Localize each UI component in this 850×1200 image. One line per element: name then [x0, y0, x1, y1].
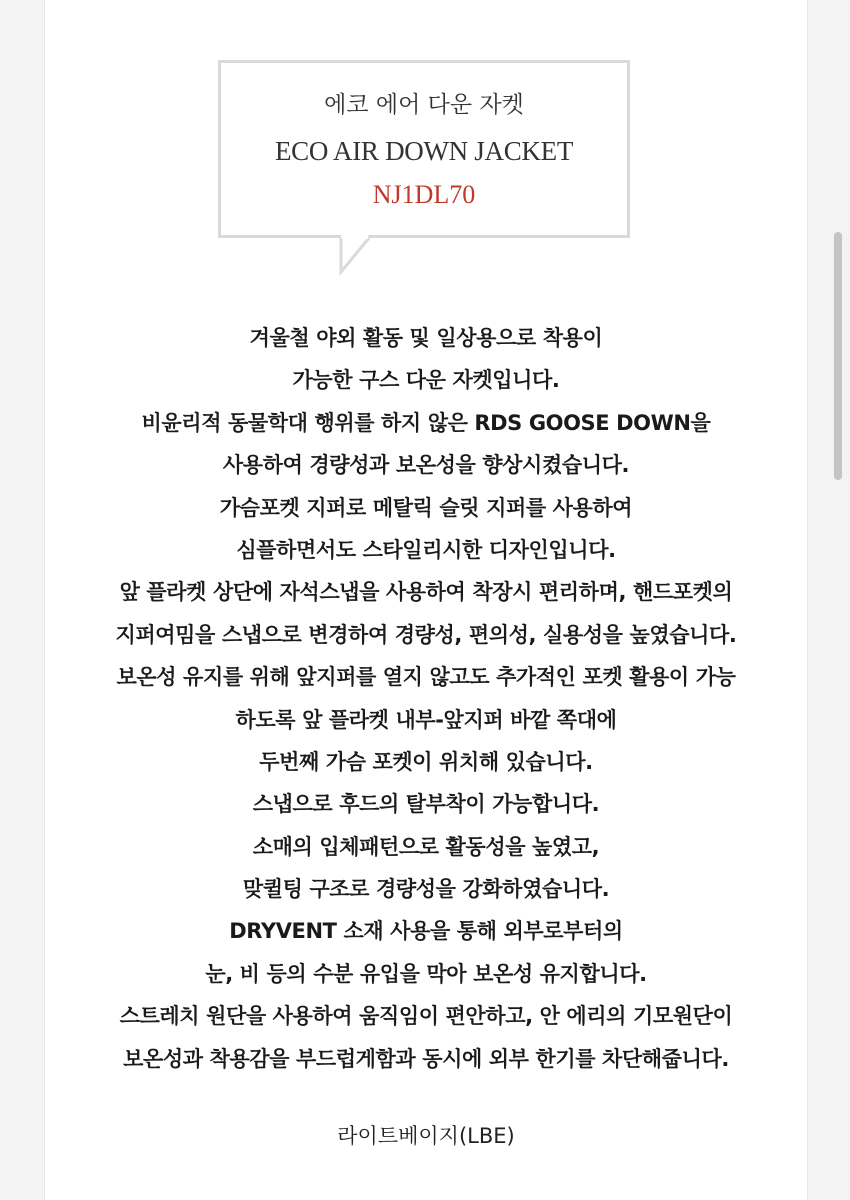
- vertical-scrollbar[interactable]: [834, 232, 842, 480]
- description-line: 비윤리적 동물학대 행위를 하지 않은 RDS GOOSE DOWN을: [141, 410, 711, 435]
- description-line: 지퍼여밈을 스냅으로 변경하여 경량성, 편의성, 실용성을 높였습니다.: [115, 622, 737, 647]
- description-line: 스냅으로 후드의 탈부착이 가능합니다.: [252, 792, 600, 817]
- product-description: [45, 317, 807, 1080]
- description-line: 두번째 가슴 포켓이 위치해 있습니다.: [259, 749, 593, 774]
- description-line: 심플하면서도 스타일리시한 디자인입니다.: [236, 537, 616, 562]
- color-option-label: 라이트베이지(LBE): [337, 1124, 515, 1148]
- product-detail-page: [44, 0, 808, 1200]
- description-line: 사용하여 경량성과 보온성을 향상시켰습니다.: [222, 453, 630, 478]
- description-line: 맞퀼팅 구조로 경량성을 강화하였습니다.: [242, 877, 610, 902]
- description-line: 보온성 유지를 위해 앞지퍼를 열지 않고도 추가적인 포켓 활용이 가능: [116, 665, 736, 690]
- description-line: 가능한 구스 다운 자켓입니다.: [292, 368, 560, 393]
- description-line: 앞 플라켓 상단에 자석스냅을 사용하여 착장시 편리하며, 핸드포켓의: [119, 580, 733, 605]
- description-line: 스트레치 원단을 사용하여 움직임이 편안하고, 안 에리의 기모원단이: [119, 1004, 733, 1029]
- description-line: DRYVENT 소재 사용을 통해 외부로부터의: [229, 919, 623, 944]
- product-code: NJ1DL70: [372, 180, 476, 209]
- product-title-callout: [218, 60, 630, 238]
- description-line: 소매의 입체패턴으로 활동성을 높였고,: [252, 834, 600, 859]
- description-line: 하도록 앞 플라켓 내부-앞지퍼 바깥 쪽대에: [235, 707, 617, 732]
- description-line: 겨울철 야외 활동 및 일상용으로 착용이: [249, 326, 603, 350]
- product-name-english: ECO AIR DOWN JACKET: [274, 136, 574, 166]
- description-line: 가슴포켓 지퍼로 메탈릭 슬릿 지퍼를 사용하여: [219, 495, 633, 520]
- description-line: 눈, 비 등의 수분 유입을 막아 보온성 유지합니다.: [205, 961, 647, 986]
- product-name-korean: 에코 에어 다운 자켓: [324, 92, 524, 118]
- description-line: 보온성과 착용감을 부드럽게함과 동시에 외부 한기를 차단해줍니다.: [123, 1046, 729, 1071]
